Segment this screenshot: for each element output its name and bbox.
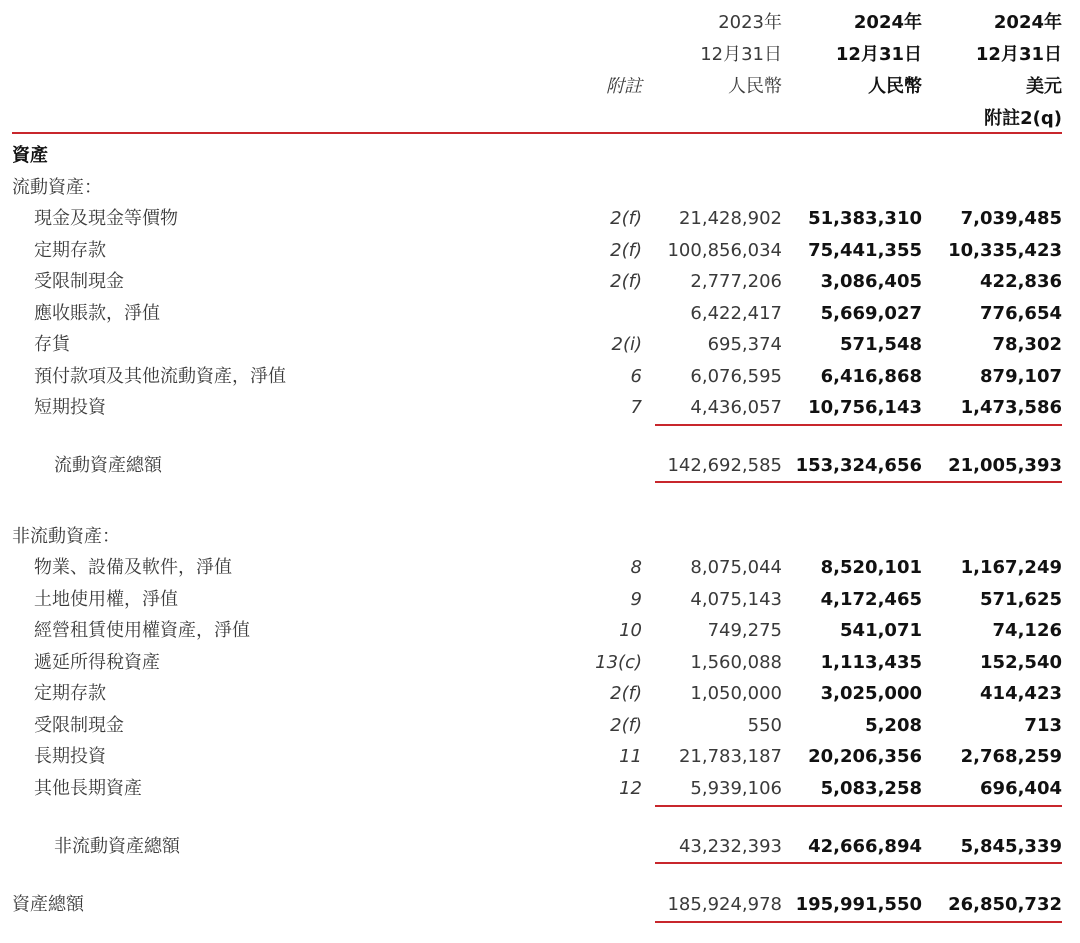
grand-total-rule (655, 921, 1062, 923)
row-value-2023: 1,050,000 (690, 683, 782, 704)
row-value-2023: 21,783,187 (678, 746, 782, 767)
row-label: 受限制現金 (34, 714, 124, 736)
row-value-2024: 5,208 (865, 714, 922, 736)
row-note: 12 (619, 777, 642, 799)
grand-total-2024: 195,991,550 (795, 894, 922, 915)
current-subtotal-rule (655, 424, 1062, 426)
row-value-2024: 6,416,868 (820, 365, 922, 387)
row-value-2024: 75,441,355 (808, 239, 922, 261)
row-value-2023: 550 (747, 714, 782, 736)
row-value-2024: 4,172,465 (820, 588, 922, 610)
row-value-2024: 20,206,356 (808, 746, 922, 767)
row-value-2024: 571,548 (840, 334, 922, 355)
row-label: 應收賬款，淨值 (34, 302, 160, 324)
row-label: 物業、設備及軟件，淨值 (34, 557, 232, 578)
row-note: 6 (630, 365, 642, 387)
grand-total-label: 資產總額 (12, 894, 84, 915)
row-value-2024: 5,669,027 (820, 302, 922, 324)
col-usd-note: 附註2(q) (984, 108, 1062, 129)
noncurrent-assets-title: 非流動資產： (12, 526, 120, 547)
row-note: 2(f) (610, 208, 642, 229)
col-2023-date: 12月31日 (700, 44, 782, 65)
row-value-2023: 21,428,902 (678, 208, 782, 229)
current-assets-title: 流動資產： (12, 177, 102, 198)
row-value-usd: 776,654 (980, 302, 1062, 324)
row-value-2023: 4,436,057 (690, 397, 782, 418)
row-value-usd: 713 (1024, 714, 1062, 736)
row-value-2024: 51,383,310 (808, 208, 922, 229)
row-label: 土地使用權，淨值 (34, 588, 178, 610)
row-note: 8 (630, 557, 642, 578)
current-total-label: 流動資產總額 (54, 455, 162, 476)
row-label: 定期存款 (34, 683, 106, 704)
row-value-2023: 2,777,206 (690, 271, 782, 292)
row-label: 受限制現金 (34, 271, 124, 292)
row-value-usd: 1,473,586 (960, 397, 1062, 418)
grand-total-2023: 185,924,978 (667, 894, 782, 915)
row-note: 2(f) (610, 239, 642, 261)
row-value-usd: 571,625 (980, 588, 1062, 610)
row-label: 現金及現金等價物 (34, 208, 178, 229)
noncurrent-total-label: 非流動資產總額 (54, 836, 180, 857)
noncurrent-total-rule (655, 862, 1062, 864)
row-value-2023: 695,374 (707, 334, 782, 355)
row-value-2023: 6,076,595 (690, 365, 782, 387)
row-value-2023: 749,275 (707, 620, 782, 641)
row-value-usd: 74,126 (992, 620, 1062, 641)
row-note: 2(f) (610, 714, 642, 736)
row-label: 經營租賃使用權資產，淨值 (34, 620, 250, 641)
row-value-2023: 8,075,044 (690, 557, 782, 578)
row-value-2024: 5,083,258 (820, 777, 922, 799)
noncurrent-total-2024: 42,666,894 (808, 836, 922, 857)
row-value-usd: 78,302 (992, 334, 1062, 355)
note-column-header: 附註 (606, 76, 642, 97)
row-value-usd: 1,167,249 (960, 557, 1062, 578)
row-value-2024: 3,025,000 (820, 683, 922, 704)
row-value-2023: 1,560,088 (690, 651, 782, 673)
row-note: 9 (630, 588, 642, 610)
row-label: 定期存款 (34, 239, 106, 261)
row-note: 2(f) (610, 683, 642, 704)
header-divider (12, 132, 1062, 134)
row-value-2024: 10,756,143 (808, 397, 922, 418)
row-note: 7 (630, 397, 642, 418)
row-value-usd: 422,836 (980, 271, 1062, 292)
row-label: 短期投資 (34, 397, 106, 418)
current-total-2023: 142,692,585 (667, 455, 782, 476)
row-value-2023: 5,939,106 (690, 777, 782, 799)
col-2023-year: 2023年 (718, 12, 782, 33)
row-value-2023: 6,422,417 (690, 302, 782, 324)
row-note: 10 (619, 620, 642, 641)
col-2024-year: 2024年 (853, 12, 922, 33)
col-2023-currency: 人民幣 (728, 76, 782, 97)
current-total-usd: 21,005,393 (948, 455, 1062, 476)
row-value-2024: 8,520,101 (820, 557, 922, 578)
row-note: 11 (619, 746, 642, 767)
row-value-2023: 100,856,034 (667, 239, 782, 261)
row-value-usd: 10,335,423 (948, 239, 1062, 261)
col-usd-date: 12月31日 (975, 44, 1062, 65)
noncurrent-total-usd: 5,845,339 (960, 836, 1062, 857)
row-label: 其他長期資產 (34, 777, 142, 799)
row-label: 預付款項及其他流動資產，淨值 (34, 365, 286, 387)
row-value-2024: 1,113,435 (820, 651, 922, 673)
row-note: 2(f) (610, 271, 642, 292)
row-value-2024: 3,086,405 (820, 271, 922, 292)
row-value-usd: 696,404 (980, 777, 1062, 799)
row-value-usd: 7,039,485 (960, 208, 1062, 229)
noncurrent-total-2023: 43,232,393 (678, 836, 782, 857)
row-note: 13(c) (595, 651, 642, 673)
row-note: 2(i) (611, 334, 642, 355)
row-label: 遞延所得稅資產 (34, 651, 160, 673)
row-label: 長期投資 (34, 746, 106, 767)
row-value-usd: 2,768,259 (960, 746, 1062, 767)
row-value-2024: 541,071 (840, 620, 922, 641)
assets-title: 資產 (12, 145, 48, 166)
current-total-2024: 153,324,656 (795, 455, 922, 476)
col-usd-year: 2024年 (993, 12, 1062, 33)
row-value-2023: 4,075,143 (690, 588, 782, 610)
col-usd-currency: 美元 (1026, 76, 1062, 97)
row-value-usd: 152,540 (980, 651, 1062, 673)
col-2024-date: 12月31日 (835, 44, 922, 65)
grand-total-usd: 26,850,732 (948, 894, 1062, 915)
col-2024-currency: 人民幣 (868, 76, 922, 97)
noncurrent-subtotal-rule (655, 805, 1062, 807)
row-label: 存貨 (34, 334, 70, 355)
current-total-rule (655, 481, 1062, 483)
row-value-usd: 414,423 (980, 683, 1062, 704)
row-value-usd: 879,107 (980, 365, 1062, 387)
